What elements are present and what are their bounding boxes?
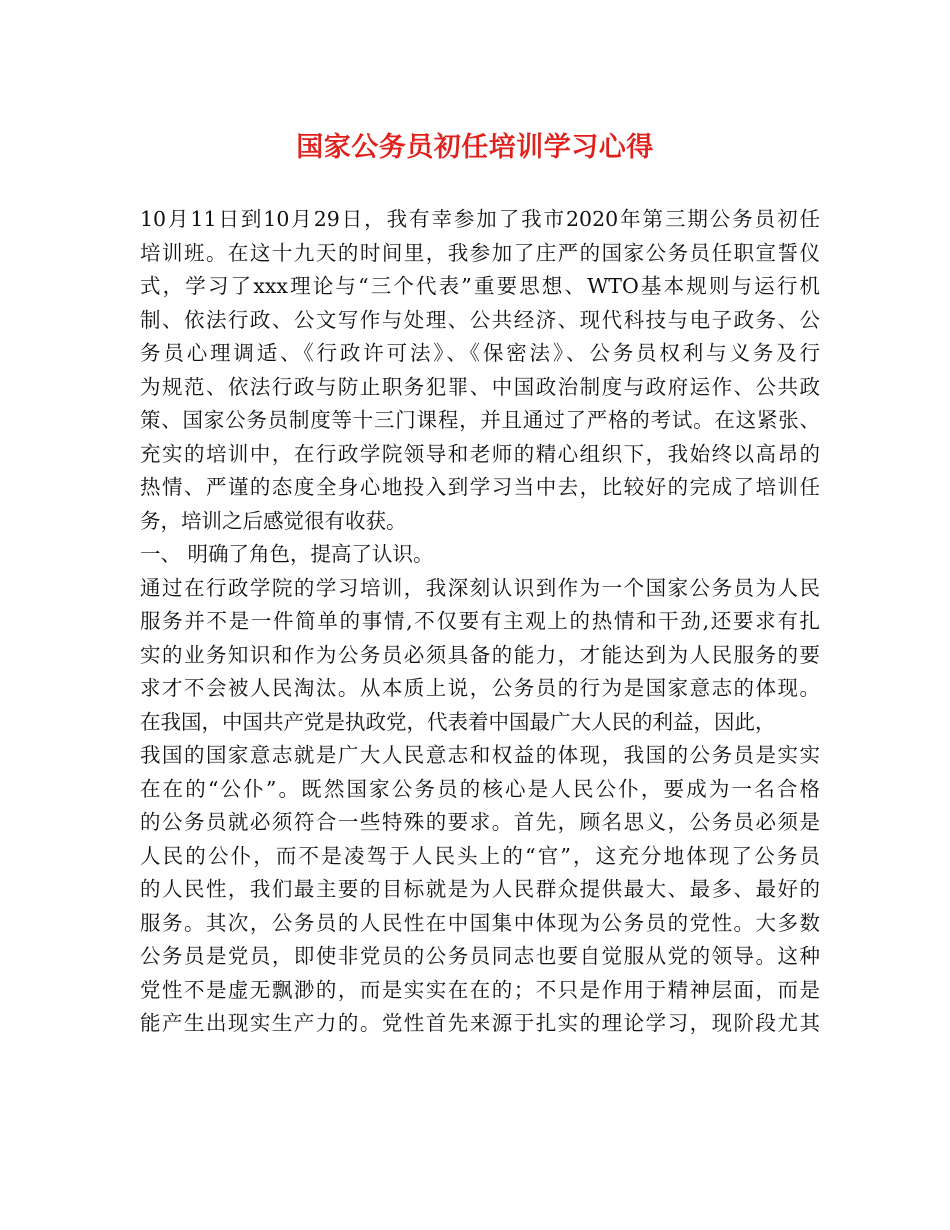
text-line: 在在的“公仆”。既然国家公务员的核心是人民公仆，要成为一名合格	[140, 776, 820, 801]
text-line: 服务。其次，公务员的人民性在中国集中体现为公务员的党性。大多数	[140, 910, 820, 935]
text-line: 党性不是虚无飘渺的，而是实实在在的；不只是作用于精神层面，而是	[140, 977, 820, 1002]
text-line: 式，学习了xxx理论与“三个代表”重要思想、WTO基本规则与运行机	[140, 274, 820, 298]
text-line: 制、依法行政、公文写作与处理、公共经济、现代科技与电子政务、公	[140, 307, 820, 332]
text-line: 热情、严谨的态度全身心地投入到学习当中去，比较好的完成了培训任	[140, 475, 820, 499]
text-line: 人民的公仆，而不是凌驾于人民头上的“官”，这充分地体现了公务员	[140, 843, 820, 868]
text-line: 务，培训之后感觉很有收获。	[140, 508, 407, 533]
text-line: 实的业务知识和作为公务员必须具备的能力，才能达到为人民服务的要	[140, 642, 820, 667]
text-line: 培训班。在这十九天的时间里，我参加了庄严的国家公务员任职宣誓仪	[140, 240, 820, 265]
text-line: 务员心理调适、《行政许可法》、《保密法》、公务员权利与义务及行	[140, 341, 820, 365]
text-line: 通过在行政学院的学习培训，我深刻认识到作为一个国家公务员为人民	[140, 575, 820, 600]
document-title: 国家公务员初任培训学习心得	[296, 132, 654, 163]
text-line: 在我国，中国共产党是执政党，代表着中国最广大人民的利益，因此，	[140, 709, 776, 734]
document-body	[140, 203, 820, 1041]
text-line: 能产生出现实生产力的。党性首先来源于扎实的理论学习，现阶段尤其	[140, 1011, 820, 1035]
text-line: 服务并不是一件简单的事情,不仅要有主观上的热情和干劲,还要求有扎	[140, 609, 820, 633]
text-line: 的人民性，我们最主要的目标就是为人民群众提供最大、最多、最好的	[140, 877, 820, 901]
text-line: 充实的培训中，在行政学院领导和老师的精心组织下，我始终以高昂的	[140, 441, 820, 466]
text-line: 一、 明确了角色，提高了认识。	[140, 542, 434, 566]
text-line: 为规范、依法行政与防止职务犯罪、中国政治制度与政府运作、公共政	[140, 374, 820, 399]
text-line: 的公务员就必须符合一些特殊的要求。首先，顾名思义，公务员必须是	[140, 810, 820, 834]
text-line: 求才不会被人民淘汰。从本质上说，公务员的行为是国家意志的体现。	[140, 676, 820, 700]
text-line: 我国的国家意志就是广大人民意志和权益的体现，我国的公务员是实实	[140, 743, 820, 767]
text-line: 策、国家公务员制度等十三门课程，并且通过了严格的考试。在这紧张、	[140, 408, 820, 432]
text-line: 公务员是党员，即使非党员的公务员同志也要自觉服从党的领导。这种	[140, 944, 820, 968]
text-line: 10月11日到10月29日，我有幸参加了我市2020年第三期公务员初任	[140, 207, 820, 231]
